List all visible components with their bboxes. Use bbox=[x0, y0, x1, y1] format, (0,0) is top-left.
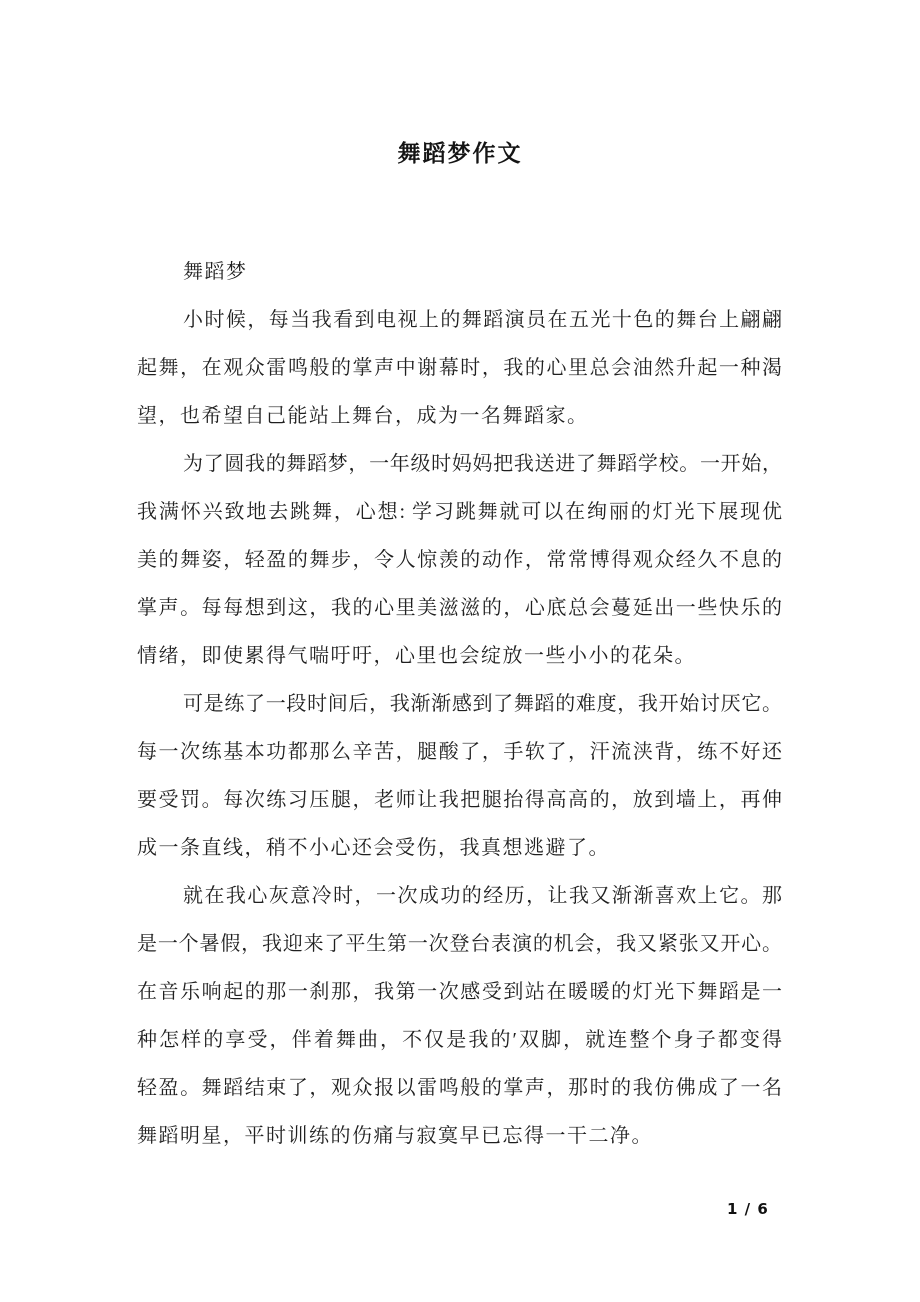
text-line: 要受罚。每次练习压腿，老师让我把腿抬得高高的，放到墙上，再伸 bbox=[137, 789, 782, 811]
text-line: 情绪，即使累得气喘吁吁，心里也会绽放一些小小的花朵。 bbox=[137, 645, 696, 667]
text-line: 掌声。每每想到这，我的心里美滋滋的，心底总会蔓延出一些快乐的 bbox=[137, 597, 782, 619]
paragraph bbox=[137, 680, 782, 872]
text-line: 就在我心灰意冷时，一次成功的经历，让我又渐渐喜欢上它。那 bbox=[183, 885, 782, 907]
paragraph bbox=[137, 440, 782, 680]
text-line: 舞蹈梦 bbox=[183, 261, 248, 283]
body-text bbox=[137, 248, 782, 1160]
page-number: 1 / 6 bbox=[727, 1200, 769, 1218]
text-line: 为了圆我的舞蹈梦，一年级时妈妈把我送进了舞蹈学校。一开始， bbox=[183, 453, 782, 475]
paragraph bbox=[137, 248, 782, 296]
text-line: 望，也希望自己能站上舞台，成为一名舞蹈家。 bbox=[137, 405, 589, 427]
paragraph bbox=[137, 296, 782, 440]
paragraph bbox=[137, 872, 782, 1160]
text-line: 小时候，每当我看到电视上的舞蹈演员在五光十色的舞台上翩翩 bbox=[183, 309, 782, 331]
text-line: 种怎样的享受，伴着舞曲，不仅是我的′双脚，就连整个身子都变得 bbox=[137, 1029, 782, 1051]
text-line: 可是练了一段时间后，我渐渐感到了舞蹈的难度，我开始讨厌它。 bbox=[183, 693, 782, 715]
text-line: 我满怀兴致地去跳舞，心想: 学习跳舞就可以在绚丽的灯光下展现优 bbox=[137, 501, 782, 523]
text-line: 美的舞姿，轻盈的舞步，令人惊羡的动作，常常博得观众经久不息的 bbox=[137, 549, 782, 571]
text-line: 每一次练基本功都那么辛苦，腿酸了，手软了，汗流浃背，练不好还 bbox=[137, 741, 782, 763]
text-line: 成一条直线，稍不小心还会受伤，我真想逃避了。 bbox=[137, 837, 610, 859]
document-title: 舞蹈梦作文 bbox=[397, 141, 523, 166]
text-line: 舞蹈明星，平时训练的伤痛与寂寞早已忘得一干二净。 bbox=[137, 1125, 653, 1147]
text-line: 轻盈。舞蹈结束了，观众报以雷鸣般的掌声，那时的我仿佛成了一名 bbox=[137, 1077, 782, 1099]
text-line: 起舞，在观众雷鸣般的掌声中谢幕时，我的心里总会油然升起一种渴 bbox=[137, 357, 782, 379]
text-line: 是一个暑假，我迎来了平生第一次登台表演的机会，我又紧张又开心。 bbox=[137, 933, 782, 955]
title-gap bbox=[0, 178, 920, 248]
text-line: 在音乐响起的那一刹那，我第一次感受到站在暖暖的灯光下舞蹈是一 bbox=[137, 981, 782, 1003]
